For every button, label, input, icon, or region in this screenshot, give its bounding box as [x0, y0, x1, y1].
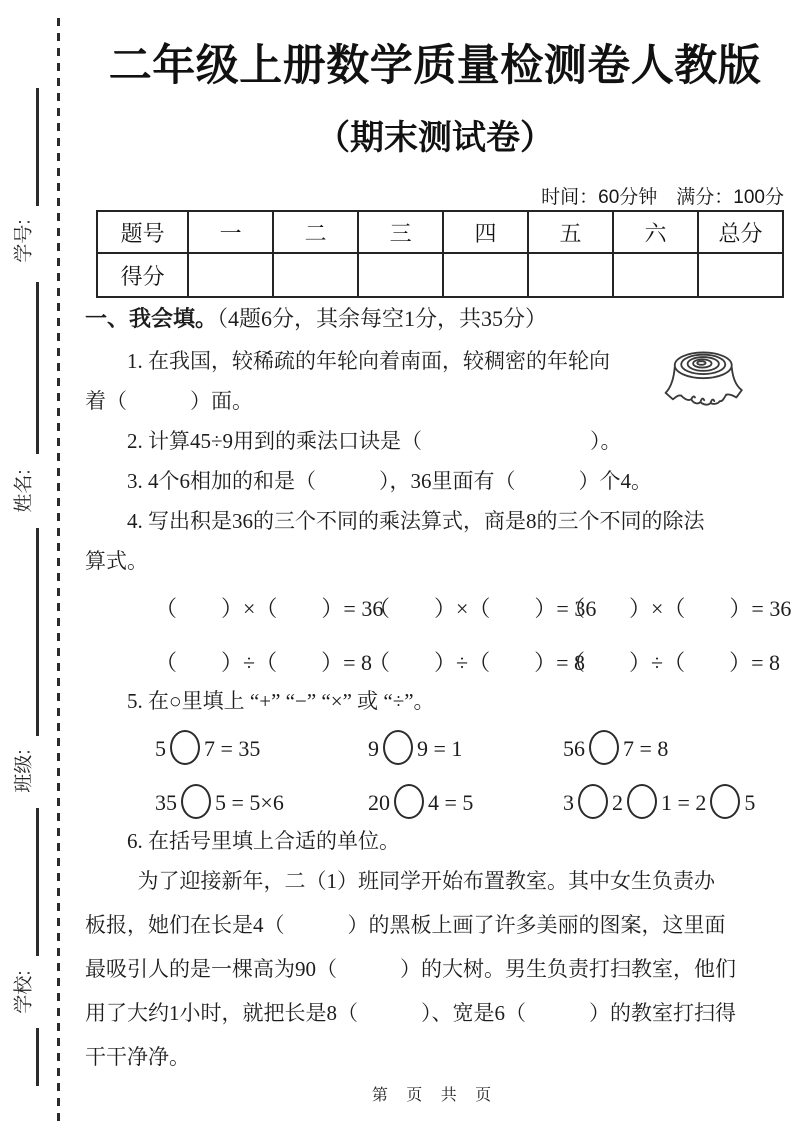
- circle-equation: 9 9 = 1: [368, 730, 563, 765]
- col-header-2: 二: [273, 211, 358, 253]
- question-6-paragraph-line: 板报，她们在长是4（ ）的黑板上画了许多美丽的图案，这里面: [85, 913, 726, 937]
- score-row: [97, 253, 783, 297]
- score-cell: [273, 253, 358, 297]
- total-score-header: 总分: [698, 211, 783, 253]
- question-6-paragraph-line: 为了迎接新年，二（1）班同学开始布置教室。其中女生负责办: [137, 869, 715, 893]
- circle-equation: 5 7 = 35: [155, 730, 368, 765]
- class-fill-line: [36, 528, 39, 736]
- question-5-row-1: [85, 724, 785, 770]
- paper-title: 二年级上册数学质量检测卷人教版: [108, 42, 762, 90]
- col-header-4: 四: [443, 211, 528, 253]
- school-fill-line: [36, 808, 39, 956]
- tree-stump-drawing: [660, 346, 752, 414]
- question-4-line-1: 4. 写出积是36的三个不同的乘法算式，商是8的三个不同的除法: [127, 509, 705, 533]
- operator-blank-circle: [383, 730, 413, 765]
- division-equation: （ ）÷（ ）= 8: [155, 650, 372, 675]
- student-id-label: 学号:: [13, 219, 35, 263]
- student-name-fill-line: [36, 282, 39, 454]
- question-4-division-row: [85, 646, 785, 677]
- question-5-heading: 5. 在○里填上 “+” “−” “×” 或 “÷”。: [127, 689, 435, 713]
- question-6-paragraph-line: 干干净净。: [85, 1045, 190, 1069]
- score-cell: [188, 253, 273, 297]
- col-header-5: 五: [528, 211, 613, 253]
- school-label: 学校:: [13, 970, 35, 1014]
- operator-blank-circle: [578, 784, 608, 819]
- operator-blank-circle: [589, 730, 619, 765]
- score-cell: [358, 253, 443, 297]
- division-equation: （ ）÷（ ）= 8: [563, 650, 780, 675]
- section-one-heading: [85, 304, 785, 334]
- circle-equation: 35 5 = 5×6: [155, 784, 368, 819]
- operator-blank-circle: [710, 784, 740, 819]
- tree-stump-image: [660, 346, 752, 419]
- multiplication-equation: （ ）×（ ）= 36: [368, 596, 597, 621]
- section-one-score-note: （4题6分，其余每空1分，共35分）: [217, 306, 548, 331]
- score-cell: [528, 253, 613, 297]
- student-info-margin: [0, 0, 85, 1122]
- score-cell: [698, 253, 783, 297]
- class-label: 班级:: [13, 749, 35, 793]
- col-header-6: 六: [613, 211, 698, 253]
- bottom-fill-line: [36, 1028, 39, 1086]
- section-one-title: 一、我会填。: [85, 306, 218, 331]
- col-header-1: 一: [188, 211, 273, 253]
- circle-equation: 20 4 = 5: [368, 784, 563, 819]
- score-table-header-row: [97, 211, 783, 253]
- operator-blank-circle: [394, 784, 424, 819]
- col-header-3: 三: [358, 211, 443, 253]
- question-3: 3. 4个6相加的和是（ ），36里面有（ ）个4。: [127, 469, 652, 493]
- operator-blank-circle: [627, 784, 657, 819]
- question-6-heading: 6. 在括号里填上合适的单位。: [127, 829, 400, 853]
- score-cell: [443, 253, 528, 297]
- question-1-line-1: 1. 在我国，较稀疏的年轮向着南面，较稠密的年轮向: [127, 349, 610, 373]
- question-6-paragraph-line: 用了大约1小时，就把长是8（ ）、宽是6（ ）的教室打扫得: [85, 1001, 736, 1025]
- score-table: [96, 210, 784, 298]
- question-2: 2. 计算45÷9用到的乘法口诀是（ ）。: [127, 429, 622, 453]
- multiplication-equation: （ ）×（ ）= 36: [563, 596, 792, 621]
- student-name-label: 姓名:: [13, 469, 35, 513]
- question-4-multiplication-row: [85, 592, 792, 623]
- question-1-line-2: 着（ ）面。: [85, 389, 253, 413]
- question-number-header: 题号: [97, 211, 188, 253]
- circle-equation: 56 7 = 8: [563, 730, 785, 765]
- score-row-label: 得分: [97, 253, 188, 297]
- operator-blank-circle: [181, 784, 211, 819]
- page-number-footer: 第 页 共 页: [371, 1087, 499, 1104]
- question-6-paragraph-line: 最吸引人的是一棵高为90（ ）的大树。男生负责打扫教室，他们: [85, 957, 736, 981]
- multiplication-equation: （ ）×（ ）= 36: [155, 596, 384, 621]
- division-equation: （ ）÷（ ）= 8: [368, 650, 585, 675]
- operator-blank-circle: [170, 730, 200, 765]
- score-cell: [613, 253, 698, 297]
- question-4-line-2: 算式。: [85, 549, 148, 573]
- time-and-score-meta: 时间：60分钟 满分：100分: [541, 187, 784, 208]
- dashed-cut-line: [57, 18, 60, 1122]
- student-id-fill-line: [36, 88, 39, 206]
- question-5-row-2: [85, 778, 785, 824]
- paper-subtitle: （期末测试卷）: [316, 119, 554, 157]
- circle-equation: 3 2 1 = 2 5: [563, 784, 785, 819]
